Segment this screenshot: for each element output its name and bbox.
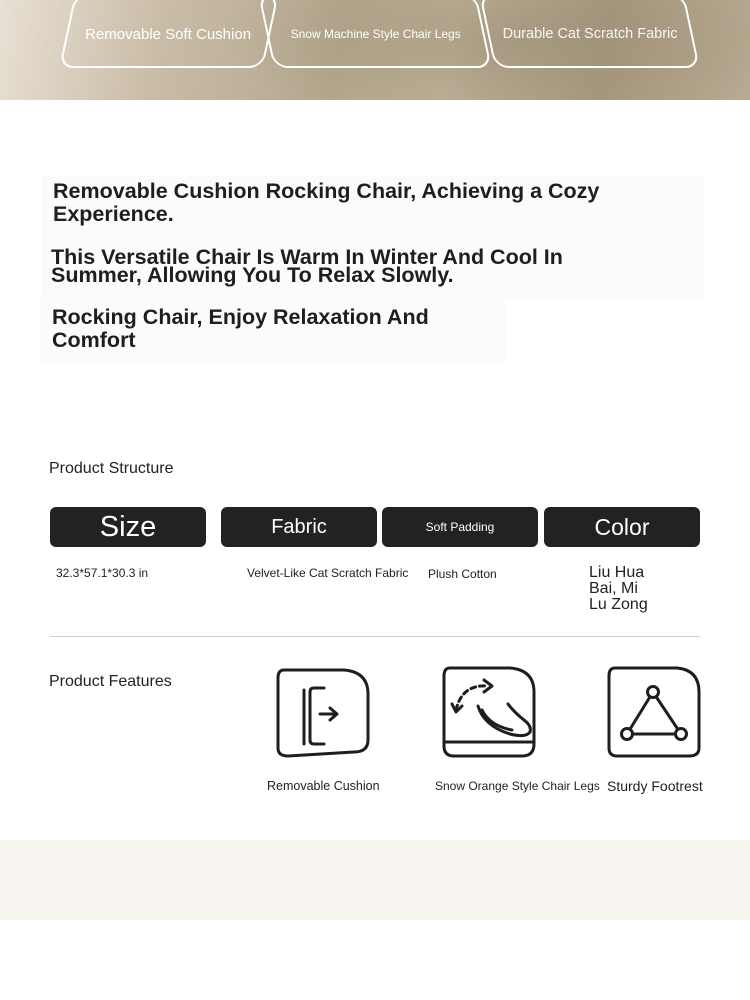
product-structure-title: Product Structure: [49, 460, 174, 477]
footrest-triangle-icon: [605, 664, 701, 760]
headline-relaxation: Rocking Chair, Enjoy Relaxation And Comfort: [52, 305, 429, 353]
feature-label-sturdy-footrest: Sturdy Footrest: [607, 778, 703, 794]
color-values: [589, 565, 689, 613]
tab-fabric: Fabric: [221, 507, 377, 547]
footer-band: [0, 840, 750, 920]
section-divider: [50, 636, 700, 637]
tab-color: Color: [544, 507, 700, 547]
tag-label: Removable Soft Cushion: [85, 25, 252, 43]
color-value: Lu Zong: [589, 596, 648, 613]
tag-chair-legs: [258, 0, 492, 68]
feature-label-chair-legs: Snow Orange Style Chair Legs: [435, 779, 600, 793]
tab-size: Size: [50, 507, 206, 547]
color-value: Liu Hua: [589, 564, 645, 581]
tag-label: Durable Cat Scratch Fabric: [502, 26, 678, 42]
product-features-title: Product Features: [49, 673, 172, 690]
size-value: 32.3*57.1*30.3 in: [56, 566, 149, 580]
headline-cozy-experience: Removable Cushion Rocking Chair, Achieving a Cozy Experience.: [53, 179, 600, 227]
fabric-value: Velvet-Like Cat Scratch Fabric: [247, 566, 409, 580]
padding-value: Plush Cotton: [428, 567, 497, 581]
tag-cat-scratch-fabric: [479, 0, 700, 68]
tab-soft-padding: Soft Padding: [382, 507, 538, 547]
removable-cushion-icon: [274, 664, 370, 760]
color-value: Bai, Mi: [589, 580, 638, 597]
top-banner: [0, 0, 750, 100]
tag-removable-soft-cushion: [59, 0, 279, 68]
tag-label: Snow Machine Style Chair Legs: [290, 27, 461, 41]
feature-label-removable-cushion: Removable Cushion: [267, 779, 380, 793]
chair-legs-icon: [440, 664, 536, 760]
headline-versatile: This Versatile Chair Is Warm In Winter And Cool In Summer, Allowing You To Relax Slowly.: [51, 245, 563, 288]
